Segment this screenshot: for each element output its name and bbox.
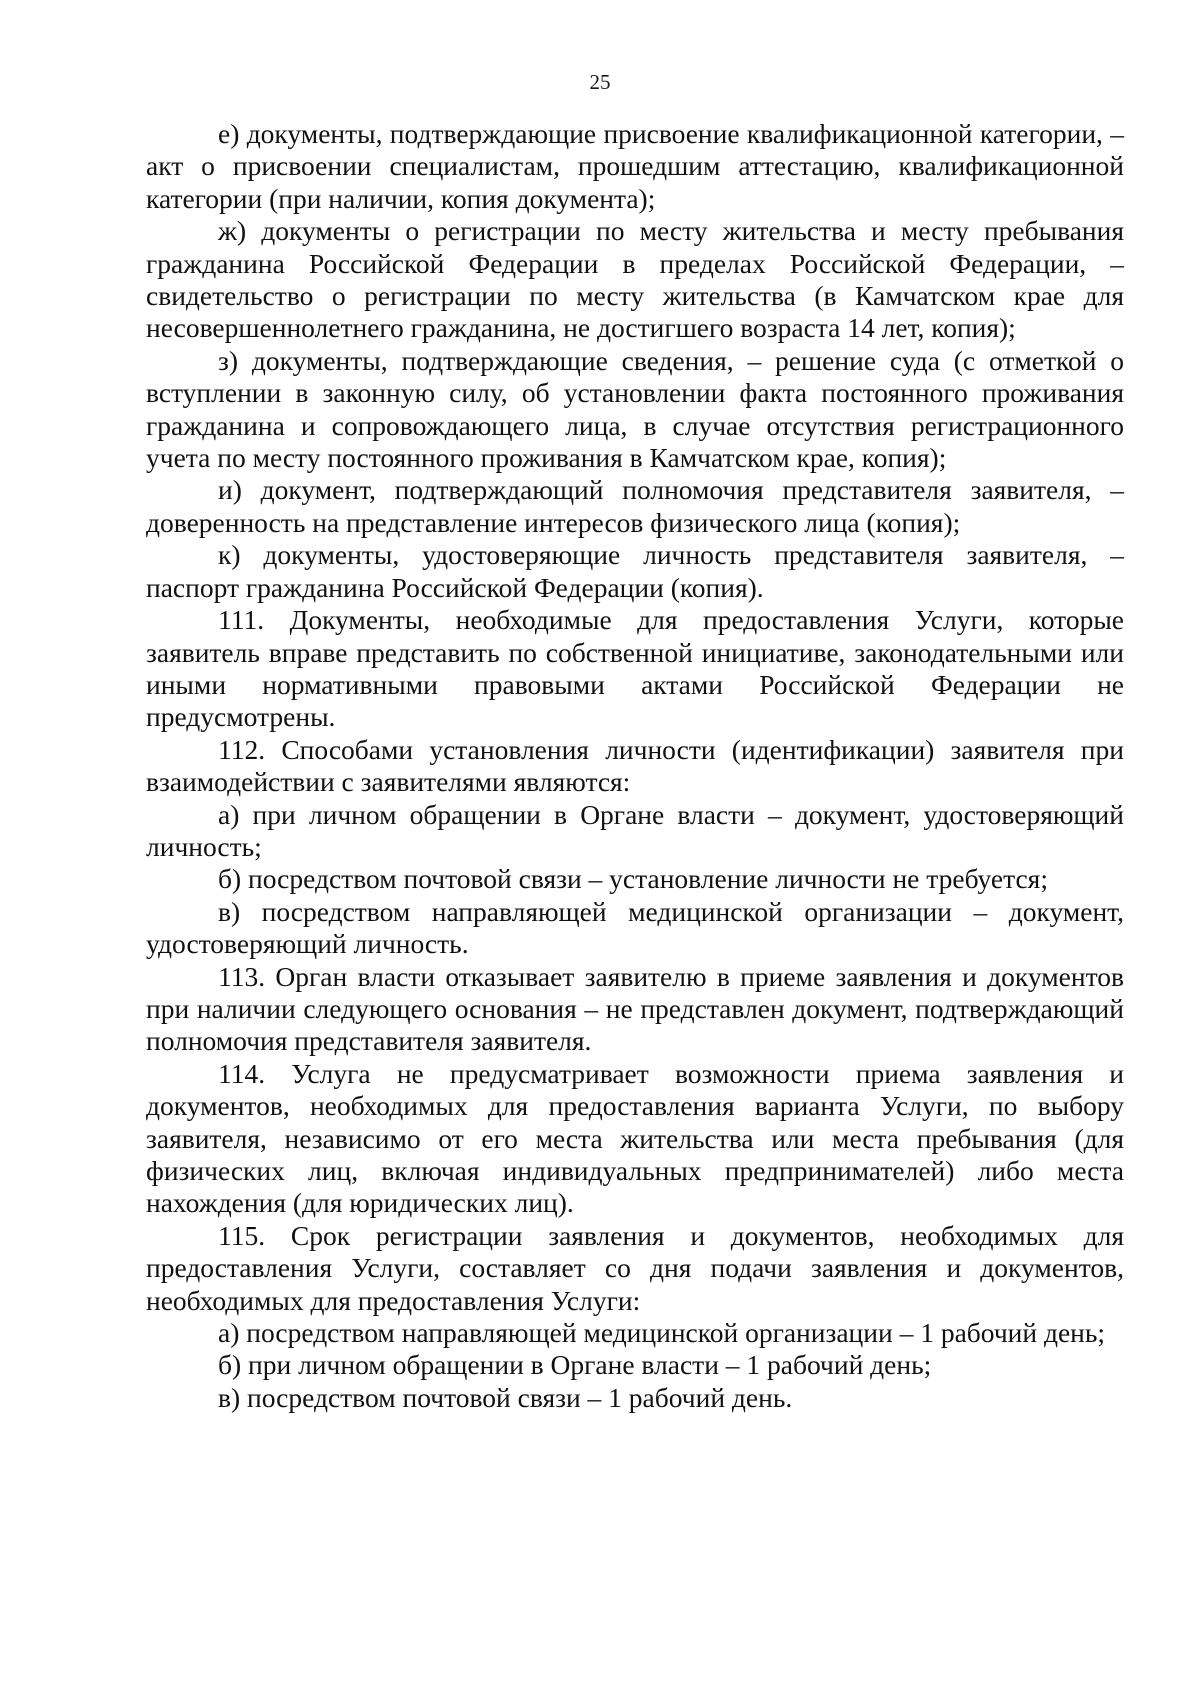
- paragraph-item-zh: ж) документы о регистрации по месту жительства и месту пребывания гражданина Российской Федерации в пределах Российской Федерации, – свидетельство о регистрации по месту жительства (в Камчатском крае для несовершеннолетнего гражданина, не достигшего возраста 14 лет, копия);: [146, 215, 1124, 344]
- paragraph-clause-111: 111. Документы, необходимые для предоставления Услуги, которые заявитель вправе представить по собственной инициативе, законодательными или иными нормативными правовыми актами Российской Федерации не предусмотрены.: [146, 604, 1124, 733]
- paragraph-clause-113: 113. Орган власти отказывает заявителю в приеме заявления и документов при наличии следующего основания – не представлен документ, подтверждающий полномочия представителя заявителя.: [146, 960, 1124, 1057]
- paragraph-item-k: к) документы, удостоверяющие личность представителя заявителя, – паспорт гражданина Российской Федерации (копия).: [146, 539, 1124, 603]
- paragraph-clause-115-v: в) посредством почтовой связи – 1 рабочий день.: [218, 1381, 793, 1413]
- document-body: [146, 118, 1124, 1414]
- paragraph-clause-112-v: в) посредством направляющей медицинской организации – документ, удостоверяющий личность.: [146, 895, 1124, 960]
- paragraph-clause-115-a: а) посредством направляющей медицинской организации – 1 рабочий день;: [218, 1317, 1106, 1349]
- page-number: 25: [589, 70, 611, 94]
- paragraph-clause-112: 112. Способами установления личности (идентификации) заявителя при взаимодействии с заявителями являются:: [146, 733, 1124, 798]
- paragraph-clause-112-b: б) посредством почтовой связи – установление личности не требуется;: [218, 863, 1048, 895]
- paragraph-clause-115: 115. Срок регистрации заявления и документов, необходимых для предоставления Услуги, составляет со дня подачи заявления и документов, необходимых для предоставления Услуги:: [146, 1219, 1124, 1316]
- paragraph-item-z: з) документы, подтверждающие сведения, – решение суда (с отметкой о вступлении в законную силу, об установлении факта постоянного проживания гражданина и сопровождающего лица, в случае отсутствия регистрационного учета по месту постоянного проживания в Камчатском крае, копия);: [146, 344, 1124, 474]
- paragraph-item-e: е) документы, подтверждающие присвоение квалификационной категории, – акт о присвоении специалистам, прошедшим аттестацию, квалификационной категории (при наличии, копия документа);: [146, 118, 1124, 214]
- paragraph-clause-112-a: а) при личном обращении в Органе власти – документ, удостоверяющий личность;: [146, 798, 1124, 862]
- paragraph-clause-115-b: б) при личном обращении в Органе власти – 1 рабочий день;: [218, 1349, 932, 1381]
- paragraph-clause-114: 114. Услуга не предусматривает возможности приема заявления и документов, необходимых для предоставления варианта Услуги, по выбору заявителя, независимо от его места жительства или места пребывания (для физических лиц, включая индивидуальных предпринимателей) либо места нахождения (для юридических лиц).: [146, 1057, 1124, 1219]
- paragraph-item-i: и) документ, подтверждающий полномочия представителя заявителя, – доверенность на представление интересов физического лица (копия);: [146, 474, 1124, 538]
